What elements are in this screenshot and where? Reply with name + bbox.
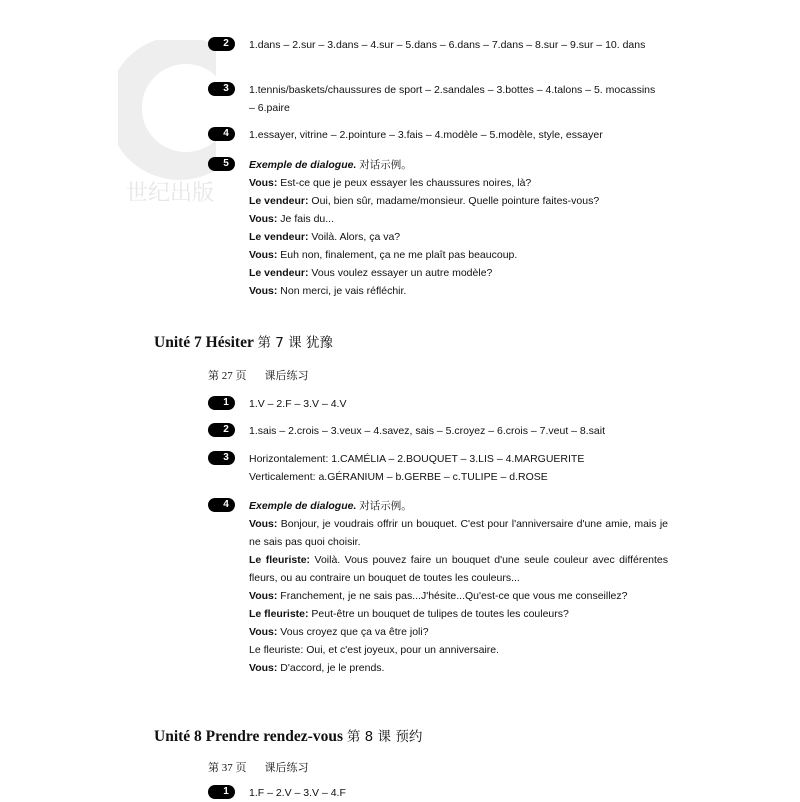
answer-text: 1.dans – 2.sur – 3.dans – 4.sur – 5.dans – 6.dans – 7.dans – 8.sur – 9.sur – 10. dans (249, 39, 646, 51)
exercise-badge: 2 (208, 423, 235, 437)
dialogue-exercise-5 (208, 156, 668, 300)
crossword-answers (208, 450, 656, 486)
dialogue-line: Vous: Est-ce que je peux essayer les chaussures noires, là? (249, 177, 532, 189)
dialogue-exercise-4 (208, 497, 668, 677)
page-reference: 第 27 页 课后练习 (208, 370, 309, 382)
answer-3 (208, 81, 656, 117)
exercise-badge: 2 (208, 37, 235, 51)
exercise-badge: 3 (208, 82, 235, 96)
exercise-badge: 1 (208, 785, 235, 799)
dialogue-title: Exemple de dialogue. 对话示例。 (249, 500, 412, 512)
horizontal-answers: Horizontalement: 1.CAMÉLIA – 2.BOUQUET – 3.LIS – 4.MARGUERITE (249, 453, 585, 465)
dialogue-line: Vous: Franchement, je ne sais pas...J'hésite...Qu'est-ce que vous me conseillez? (249, 590, 628, 602)
dialogue-line: Vous: Non merci, je vais réfléchir. (249, 285, 407, 297)
answer-1 (208, 784, 656, 802)
answer-text: 1.sais – 2.crois – 3.veux – 4.savez, sais – 5.croyez – 6.crois – 7.veut – 8.sait (249, 425, 606, 437)
dialogue-line: Le fleuriste: Oui, et c'est joyeux, pour un anniversaire. (249, 644, 500, 656)
answer-4 (208, 126, 668, 144)
unit-7-heading: Unité 7 Hésiter 第 7 课 犹豫 (154, 334, 333, 351)
exercise-badge: 5 (208, 157, 235, 171)
dialogue-line: Le vendeur: Voilà. Alors, ça va? (249, 231, 401, 243)
watermark-text: 世纪出版 (125, 181, 215, 206)
dialogue-line: Le fleuriste: Voilà. Vous pouvez faire un bouquet d'une seule couleur avec différentes fleurs, ou au contraire un bouquet de toutes les couleurs... (249, 554, 669, 584)
answer-text: 1.tennis/baskets/chaussures de sport – 2.sandales – 3.bottes – 4.talons – 5. mocassins – 6.paire (249, 84, 656, 114)
exercise-badge: 1 (208, 396, 235, 410)
dialogue-line: Le fleuriste: Peut-être un bouquet de tulipes de toutes les couleurs? (249, 608, 569, 620)
answer-text: 1.F – 2.V – 3.V – 4.F (249, 787, 346, 799)
dialogue-line: Vous: Vous croyez que ça va être joli? (249, 626, 429, 638)
dialogue-line: Vous: Euh non, finalement, ça ne me plaît pas beaucoup. (249, 249, 518, 261)
vertical-answers: Verticalement: a.GÉRANIUM – b.GERBE – c.TULIPE – d.ROSE (249, 471, 548, 483)
page-reference: 第 37 页 课后练习 (208, 762, 309, 774)
exercise-badge: 4 (208, 127, 235, 141)
unit-8-heading: Unité 8 Prendre rendez-vous 第 8 课 预约 (154, 728, 423, 745)
answer-1 (208, 395, 656, 413)
answer-text: 1.V – 2.F – 3.V – 4.V (249, 398, 347, 410)
exercise-badge: 4 (208, 498, 235, 512)
dialogue-title: Exemple de dialogue. 对话示例。 (249, 159, 412, 171)
answer-text: 1.essayer, vitrine – 2.pointure – 3.fais – 4.modèle – 5.modèle, style, essayer (249, 129, 603, 141)
exercise-badge: 3 (208, 451, 235, 465)
dialogue-line: Vous: Je fais du... (249, 213, 335, 225)
dialogue-line: Vous: Bonjour, je voudrais offrir un bouquet. C'est pour l'anniversaire d'une amie, mais je ne sais pas quoi choisir. (249, 518, 668, 548)
dialogue-line: Le vendeur: Oui, bien sûr, madame/monsieur. Quelle pointure faites-vous? (249, 195, 600, 207)
dialogue-line: Le vendeur: Vous voulez essayer un autre modèle? (249, 267, 493, 279)
dialogue-line: Vous: D'accord, je le prends. (249, 662, 385, 674)
answer-2 (208, 422, 668, 440)
answer-2 (208, 36, 656, 54)
